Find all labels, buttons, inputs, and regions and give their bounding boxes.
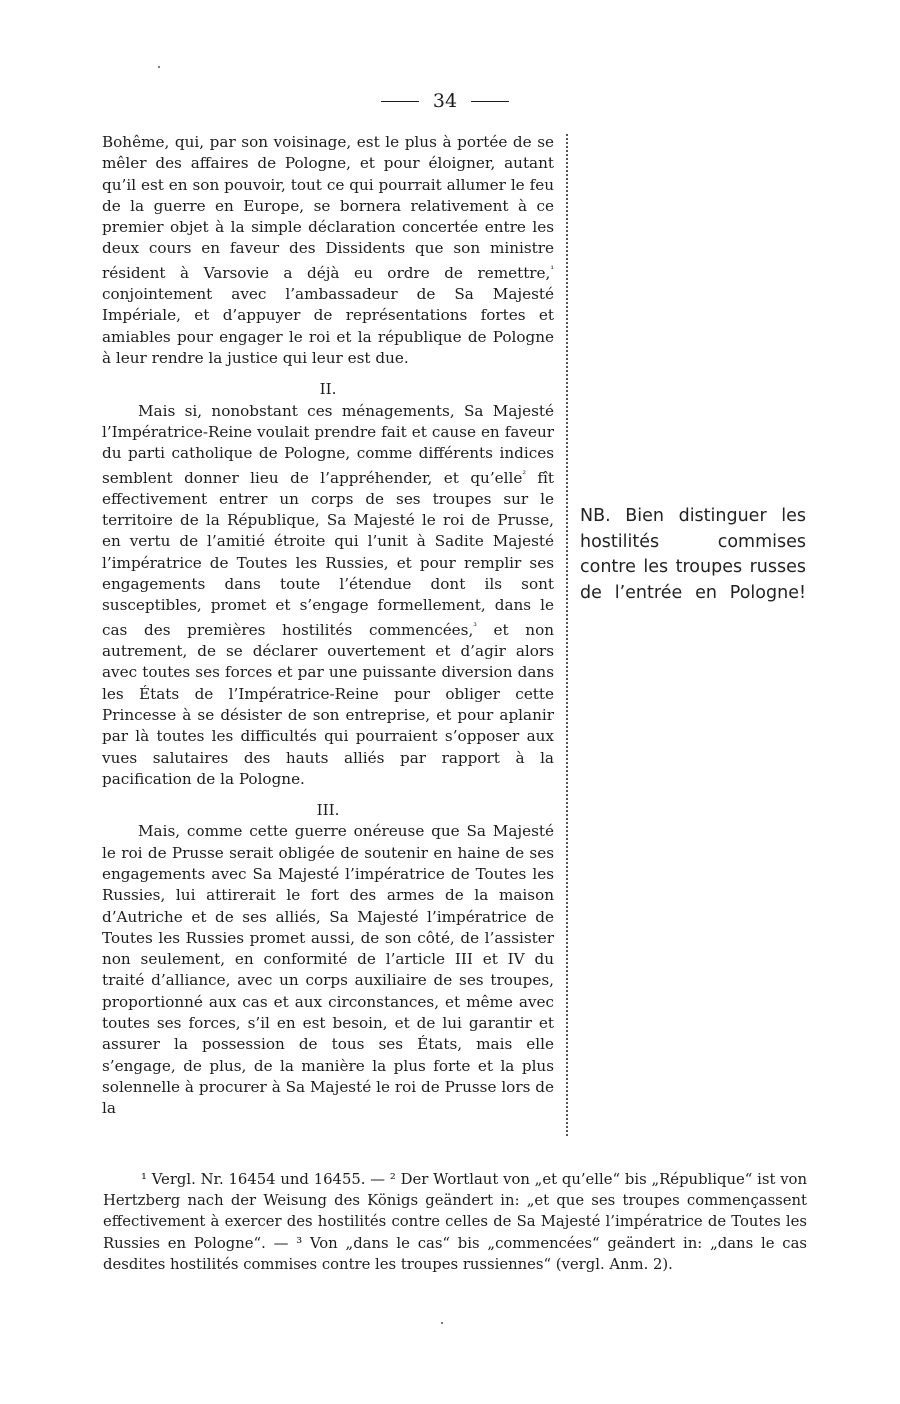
header-rule-left	[381, 101, 419, 102]
header-rule-right	[471, 101, 509, 102]
speck	[158, 66, 160, 68]
footnote-ref-3: ³	[473, 621, 477, 632]
paragraph-2: Mais si, nonobstant ces ménagements, Sa Majesté l’Impératrice-Reine voulait prendre fait et cause en faveur du parti catholique de Pologne, comme différents indices semblent donner lieu de l’appréhender, et qu’elle$^{^2}$ fît effectivement entrer un corps de ses troupes sur le territoire de la République, Sa Majesté le roi de Prusse, en vertu de l’amitié étroite qui l’unit à Sadite Majesté l’impératrice de Toutes les Russies, et pour remplir ses engagements dans toute l’étendue dont ils sont susceptibles, promet et s’engage formellement, dans le cas des premières hostilités commencées,$^{^3}$ et non autrement, de se déclarer ouvertement et d’agir alors avec toutes ses forces et par une puissante diversion dans les États de l’Impératrice-Reine pour obliger cette Princesse à se désister de son entreprise, et pour aplanir par là toutes les difficultés qui pourraient s’opposer aux vues salutaires des hauts alliés par rapport à la pacification de la Pologne.	[102, 401, 554, 788]
footnote-ref-2: ²	[522, 469, 526, 480]
section-heading-3: III.	[316, 801, 340, 820]
footnotes	[103, 1169, 807, 1275]
margin-note: NB. Bien distinguer les hostilités commises contre les troupes russes de l’entrée en Pologne!	[580, 506, 806, 603]
page-number: 34	[432, 90, 458, 112]
page-header	[370, 90, 520, 112]
speck	[441, 1322, 443, 1324]
column-divider	[566, 134, 568, 1136]
main-text-column	[102, 132, 554, 1120]
footnote-ref-1: ¹	[550, 264, 554, 275]
section-heading-2: II.	[319, 380, 337, 399]
paragraph-3: Mais, comme cette guerre onéreuse que Sa Majesté le roi de Prusse serait obligée de soutenir en haine de ses engagements avec Sa Majesté l’impératrice de Toutes les Russies, lui attirerait le fort des armes de la maison d’Autriche et de ses alliés, Sa Majesté l’impératrice de Toutes les Russies promet aussi, de son côté, de l’assister non seulement, en conformité de l’article III et IV du traité d’alliance, avec un corps auxiliaire de ses troupes, proportionné aux cas et aux circonstances, et même avec toutes ses forces, s’il en est besoin, et de lui garantir et assurer la possession de tous ses États, mais elle s’engage, de plus, de la manière la plus forte et la plus solennelle à procurer à Sa Majesté le roi de Prusse lors de la	[102, 822, 554, 1118]
paragraph-1: Bohême, qui, par son voisinage, est le plus à portée de se mêler des affaires de Pologne, et pour éloigner, autant qu’il est en son pouvoir, tout ce qui pourrait allumer le feu de la guerre en Europe, se bornera relativement à ce premier objet à la simple déclaration concertée entre les deux cours en faveur des Dissidents que son ministre résident à Varsovie a déjà eu ordre de remettre,$^{^1}$ conjointement avec l’ambassadeur de Sa Majesté Impériale, et d’appuyer de représentations fortes et amiables pour engager le roi et la république de Pologne à leur rendre la justice qui leur est due.	[102, 133, 554, 368]
footnote-text: ¹ Vergl. Nr. 16454 und 16455. — ² Der Wortlaut von „et qu’elle“ bis „République“ ist von Hertzberg nach der Weisung des Königs geändert in: „et que ses troupes commençassent effectivement à exercer des hostilités contre celles de Sa Majesté l’impératrice de Toutes les Russies en Pologne“. — ³ Von „dans le cas“ bis „commencées“ geändert in: „dans le cas desdites hostilités commises contre les troupes russiennes“ (vergl. Anm. 2).	[103, 1171, 807, 1273]
